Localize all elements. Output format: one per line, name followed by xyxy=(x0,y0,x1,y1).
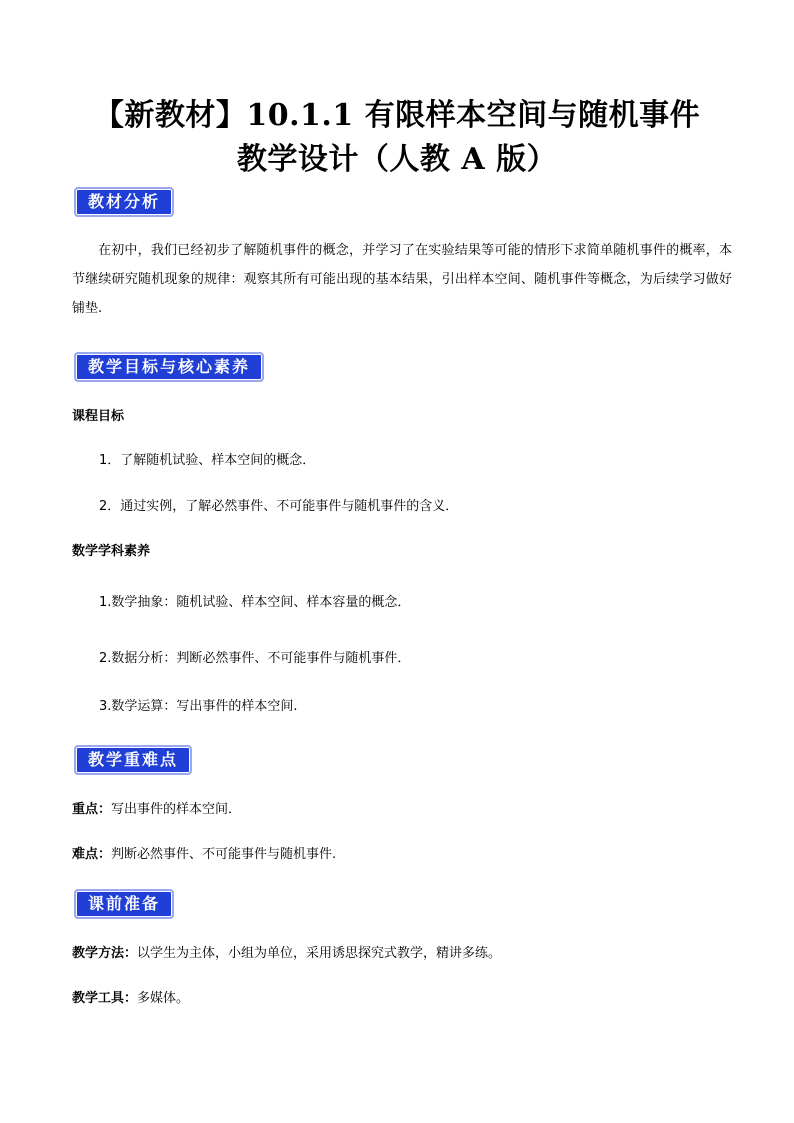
analysis-paragraph: 在初中，我们已经初步了解随机事件的概念，并学习了在实验结果等可能的情形下求简单随机事件的概率，本节继续研究随机现象的规律：观察其所有可能出现的基本结果，引出样本空间、随机事件等概念，为后续学习做好铺垫. xyxy=(72,243,732,316)
section-badge-goals: 教学目标与核心素养 xyxy=(74,352,264,382)
method-label: 教学方法： xyxy=(72,946,138,961)
section-badge-preparation: 课前准备 xyxy=(74,889,174,919)
method-text: 以学生为主体，小组为单位，采用诱思探究式教学，精讲多练。 xyxy=(137,946,502,961)
document-title-line-2: 教学设计（人教 A 版） xyxy=(236,142,558,177)
difficulty-line xyxy=(72,846,336,864)
course-goal-item-1: 1．了解随机试验、样本空间的概念． xyxy=(99,453,316,468)
literacy-item-2: 2.数据分析：判断必然事件、不可能事件与随机事件． xyxy=(99,651,411,666)
course-goals-heading: 课程目标 xyxy=(72,409,125,424)
literacy-item-3: 3.数学运算：写出事件的样本空间. xyxy=(99,699,298,714)
section-badge-analysis: 教材分析 xyxy=(74,187,174,217)
literacy-heading: 数学学科素养 xyxy=(72,544,151,559)
literacy-item-1: 1.数学抽象：随机试验、样本空间、样本容量的概念． xyxy=(99,595,411,610)
tools-text: 多媒体。 xyxy=(137,991,190,1006)
tools-line xyxy=(72,990,189,1008)
course-goal-item-2: 2．通过实例，了解必然事件、不可能事件与随机事件的含义． xyxy=(99,499,459,514)
focus-line xyxy=(72,801,241,819)
document-title-line-1: 【新教材】10.1.1 有限样本空间与随机事件 xyxy=(93,98,701,133)
focus-text: 写出事件的样本空间． xyxy=(111,802,242,817)
focus-label: 重点： xyxy=(72,802,112,817)
difficulty-label: 难点： xyxy=(72,847,112,862)
method-line xyxy=(72,945,501,963)
difficulty-text: 判断必然事件、不可能事件与随机事件. xyxy=(111,847,337,862)
section-badge-key-points: 教学重难点 xyxy=(74,745,192,775)
tools-label: 教学工具： xyxy=(72,991,138,1006)
